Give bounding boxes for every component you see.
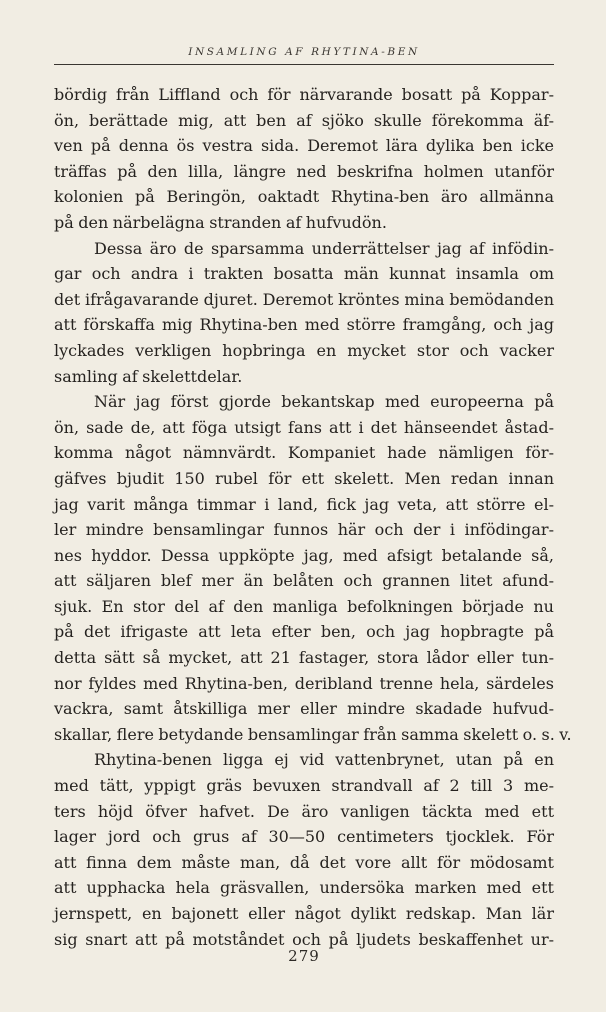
text-line: på den närbelägna stranden af hufvudön. [54, 212, 387, 232]
text-line: Dessa äro de sparsamma underrättelser jag af infödin- [94, 238, 554, 258]
text-line: att säljaren blef mer än belåten och grannen litet afund- [54, 571, 554, 591]
text-line: ven på denna ös vestra sida. Deremot lära dylika ben icke [54, 136, 554, 156]
text-line: skallar, flere betydande bensamlingar från samma skelett o. s. v. [54, 724, 572, 744]
text-line: ön, sade de, att föga utsigt fans att i det hänseendet åstad- [54, 417, 554, 437]
text-line: att finna dem måste man, då det vore allt för mödosamt [54, 852, 554, 872]
text-line: ön, berättade mig, att ben af sjöko skulle förekomma äf- [54, 110, 554, 130]
text-line: jernspett, en bajonett eller något dylikt redskap. Man lär [54, 904, 554, 923]
text-line: nor fyldes med Rhytina-ben, deribland trenne hela, särdeles [54, 673, 554, 693]
text-line: på det ifrigaste att leta efter ben, och jag hopbragte på [54, 622, 554, 642]
text-line: träffas på den lilla, längre ned beskrifna holmen utanför [54, 161, 554, 181]
text-line: gar och andra i trakten bosatta män kunnat insamla om [54, 264, 554, 284]
text-line: detta sätt så mycket, att 21 fastager, stora lådor eller tun- [54, 648, 554, 668]
text-line: kolonien på Beringön, oaktadt Rhytina-ben äro allmänna [54, 187, 554, 207]
text-line: När jag först gjorde bekantskap med europeerna på [94, 392, 554, 412]
text-line: sjuk. En stor del af den manliga befolkningen började nu [54, 596, 554, 616]
text-line: komma något nämnvärdt. Kompaniet hade nämligen för- [54, 443, 554, 463]
text-line: jag varit många timmar i land, fick jag veta, att större el- [54, 494, 554, 514]
running-head: INSAMLING AF RHYTINA-BEN [188, 46, 420, 58]
text-line: Rhytina-benen ligga ej vid vattenbrynet, utan på en [94, 750, 554, 770]
text-line: ler mindre bensamlingar funnos här och der i infödingar- [54, 520, 554, 540]
body-text [54, 82, 572, 952]
text-line: sig snart att på motståndet och på ljudets beskaffenhet ur- [54, 929, 554, 949]
text-line: lyckades verkligen hopbringa en mycket stor och vacker [54, 340, 554, 360]
text-line: vackra, samt åtskilliga mer eller mindre skadade hufvud- [54, 699, 554, 719]
text-line: samling af skelettdelar. [54, 366, 243, 386]
text-line: gäfves bjudit 150 rubel för ett skelett. Men redan innan [54, 468, 554, 488]
text-line: det ifrågavarande djuret. Deremot kröntes mina bemödanden [54, 289, 554, 309]
text-line: att förskaffa mig Rhytina-ben med större framgång, och jag [54, 315, 554, 335]
page-number: 279 [288, 947, 320, 965]
text-line: med tätt, yppigt gräs bevuxen strandvall af 2 till 3 me- [54, 776, 554, 796]
header-rule [54, 64, 554, 65]
text-line: bördig från Liffland och för närvarande bosatt på Koppar- [54, 85, 554, 104]
text-line: lager jord och grus af 30—50 centimeters tjocklek. För [54, 827, 554, 847]
text-line: nes hyddor. Dessa uppköpte jag, med afsigt betalande så, [54, 545, 554, 565]
text-line: ters höjd öfver hafvet. De äro vanligen täckta med ett [54, 801, 554, 821]
text-line: att upphacka hela gräsvallen, undersöka marken med ett [54, 878, 554, 898]
